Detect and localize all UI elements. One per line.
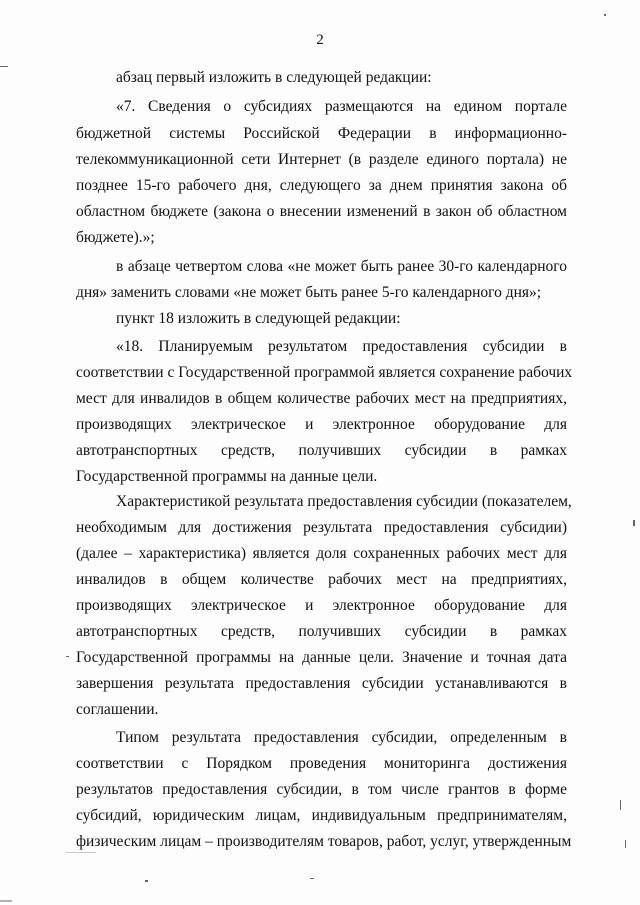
text-line: Характеристикой результата предоставления субсидии (показателем,	[116, 493, 572, 510]
text-line: физическим лицам – производителям товаров, работ, услуг, утвержденным	[76, 833, 572, 850]
scan-artifact	[625, 840, 626, 848]
page-number: 2	[316, 32, 324, 48]
scan-artifact	[0, 900, 12, 902]
scan-artifact	[620, 800, 621, 810]
text-line: «18. Планируемым результатом предоставления субсидии в	[116, 338, 567, 355]
text-line: бюджетной системы Российской Федерации в информационно-	[76, 125, 567, 142]
scan-artifact	[66, 656, 69, 657]
text-line: бюджете).»;	[76, 229, 155, 246]
text-line: автотранспортных средств, получивших субсидии в рамках	[76, 442, 567, 459]
text-line: (далее – характеристика) является доля сохраненных рабочих мест для	[76, 545, 567, 562]
text-line: Государственной программы на данные цели. Значение и точная дата	[76, 649, 567, 666]
text-line: «7. Сведения о субсидиях размещаются на едином портале	[116, 98, 567, 115]
text-line: Государственной программы на данные цели.	[76, 468, 378, 485]
text-line: результатов предоставления субсидии, в том числе грантов в форме	[76, 781, 567, 798]
text-line: субсидий, юридическим лицам, индивидуальным предпринимателям,	[76, 807, 567, 824]
text-line: автотранспортных средств, получивших субсидии в рамках	[76, 623, 567, 640]
text-line: областном бюджете (закона о внесении изменений в закон об областном	[76, 203, 567, 220]
text-line: Типом результата предоставления субсидии, определенным в	[116, 729, 567, 746]
text-line: дня» заменить словами «не может быть ранее 5-го календарного дня»;	[76, 284, 542, 301]
scan-artifact	[145, 880, 148, 882]
text-line: позднее 15-го рабочего дня, следующего за днем принятия закона об	[76, 177, 567, 194]
text-line: производящих электрическое и электронное оборудование для	[76, 416, 567, 433]
text-line: мест для инвалидов в общем количестве рабочих мест на предприятиях,	[76, 390, 567, 407]
text-line: в абзаце четвертом слова «не может быть ранее 30-го календарного	[116, 258, 567, 275]
text-line: соответствии с Порядком проведения мониторинга достижения	[76, 755, 567, 772]
text-line: абзац первый изложить в следующей редакции:	[116, 69, 432, 86]
scan-artifact	[633, 520, 635, 526]
scan-artifact	[0, 66, 8, 67]
text-line: инвалидов в общем количестве рабочих мест на предприятиях,	[76, 571, 567, 588]
scan-artifact	[66, 852, 96, 853]
text-line: пункт 18 изложить в следующей редакции:	[116, 310, 401, 327]
text-line: производящих электрическое и электронное оборудование для	[76, 597, 567, 614]
text-line: необходимым для достижения результата предоставления субсидии)	[76, 519, 567, 536]
scan-artifact	[310, 878, 314, 879]
scan-artifact	[604, 14, 606, 16]
text-line: соглашении.	[76, 701, 159, 718]
text-line: завершения результата предоставления субсидии устанавливаются в	[76, 675, 567, 692]
text-line: телекоммуникационной сети Интернет (в разделе единого портала) не	[76, 151, 567, 168]
text-line: соответствии с Государственной программой является сохранение рабочих	[76, 364, 573, 381]
